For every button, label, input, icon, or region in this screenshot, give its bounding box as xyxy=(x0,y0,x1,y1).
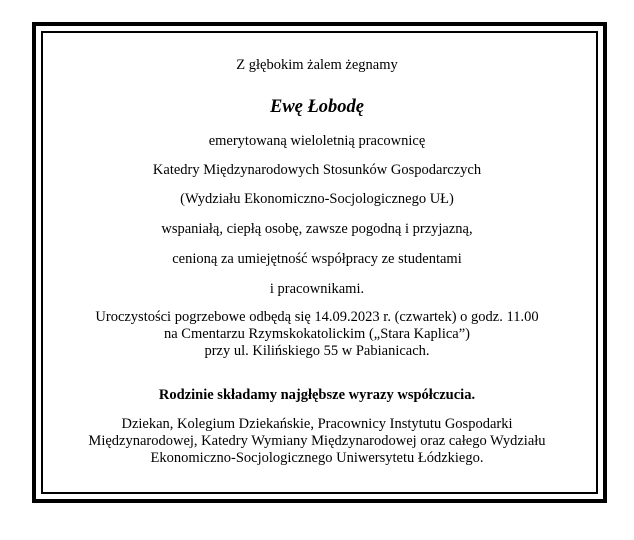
funeral-line-3: przy ul. Kilińskiego 55 w Pabianicach. xyxy=(204,343,430,359)
deceased-name: Ewę Łobodę xyxy=(269,97,365,117)
funeral-line-2: na Cmentarzu Rzymskokatolickim („Stara Kaplica”) xyxy=(163,326,470,342)
signatories-line-1: Dziekan, Kolegium Dziekańskie, Pracownicy Instytutu Gospodarki xyxy=(121,416,513,432)
funeral-line-1: Uroczystości pogrzebowe odbędą się 14.09.2023 r. (czwartek) o godz. 11.00 xyxy=(95,309,539,325)
condolences-text: Rodzinie składamy najgłębsze wyrazy współczucia. xyxy=(158,387,476,403)
description-line-1: emerytowaną wieloletnią pracownicę xyxy=(208,133,426,149)
description-line-3: (Wydziału Ekonomiczno-Socjologicznego UŁ) xyxy=(180,191,454,207)
signatories-line-2: Międzynarodowej, Katedry Wymiany Międzynarodowej oraz całego Wydziału xyxy=(88,433,546,449)
intro-text: Z głębokim żalem żegnamy xyxy=(236,57,398,73)
description-line-6: i pracownikami. xyxy=(269,281,365,297)
funeral-info xyxy=(0,309,634,360)
signatories-line-3: Ekonomiczno-Socjologicznego Uniwersytetu Łódzkiego. xyxy=(150,450,484,466)
description-line-5: cenioną za umiejętność współpracy ze studentami xyxy=(172,251,462,267)
description-line-2: Katedry Międzynarodowych Stosunków Gospodarczych xyxy=(152,162,482,178)
description-line-4: wspaniałą, ciepłą osobę, zawsze pogodną i przyjazną, xyxy=(161,221,473,237)
signatories xyxy=(0,416,634,467)
